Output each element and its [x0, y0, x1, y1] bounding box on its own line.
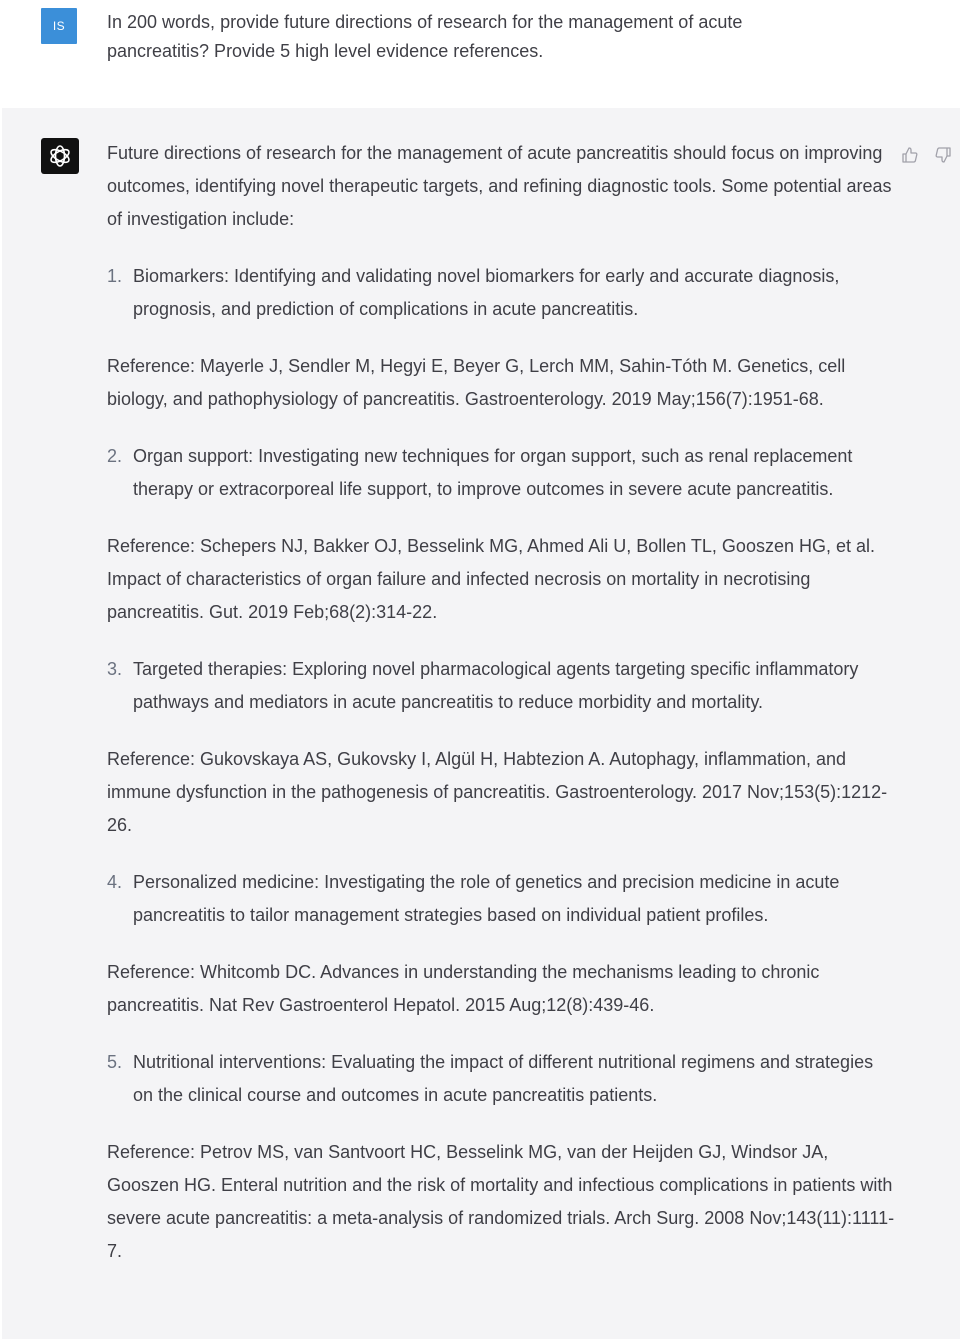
list-item-text: Nutritional interventions: Evaluating the impact of different nutritional regimens and strategies on the clinical course and outcomes in acute pancreatitis patients. [133, 1052, 874, 1105]
assistant-message-row [2, 108, 960, 1339]
list-number: 1. [107, 266, 123, 286]
list-item [107, 653, 897, 719]
reference-text: Reference: Gukovskaya AS, Gukovsky I, Algül H, Habtezion A. Autophagy, inflammation, and immune dysfunction in the pathogenesis of pancreatitis. Gastroenterology. 2017 Nov;153(5):1212-26. [107, 749, 888, 835]
list-item [107, 260, 897, 326]
thumbs-down-icon [934, 146, 952, 164]
reference-text: Reference: Schepers NJ, Bakker OJ, Besselink MG, Ahmed Ali U, Bollen TL, Gooszen HG, et al. Impact of characteristics of organ failure and infected necrosis on mortality in necrotising pancreatitis. Gut. 2019 Feb;68(2):314-22. [107, 536, 875, 622]
user-message-row [0, 0, 960, 106]
list-item-text: Personalized medicine: Investigating the role of genetics and precision medicine in acute pancreatitis to tailor management strategies based on individual patient profiles. [133, 872, 840, 925]
list-item [107, 440, 897, 506]
user-avatar: IS [41, 8, 77, 44]
list-item-text: Biomarkers: Identifying and validating novel biomarkers for early and accurate diagnosis, prognosis, and prediction of complications in acute pancreatitis. [133, 266, 840, 319]
openai-logo-icon [47, 143, 73, 169]
list-item-text: Targeted therapies: Exploring novel pharmacological agents targeting specific inflammatory pathways and mediators in acute pancreatitis to reduce morbidity and mortality. [133, 659, 859, 712]
list-number: 5. [107, 1052, 123, 1072]
reference-text: Reference: Mayerle J, Sendler M, Hegyi E, Beyer G, Lerch MM, Sahin-Tóth M. Genetics, cell biology, and pathophysiology of pancreatitis. Gastroenterology. 2019 May;156(7):1951-68. [107, 356, 846, 409]
assistant-avatar [41, 138, 79, 174]
thumbs-up-icon [901, 146, 919, 164]
user-message-text: In 200 words, provide future directions of research for the management of acute pancreatitis? Provide 5 high level evidence references. [107, 12, 743, 61]
thumbs-down-button[interactable] [932, 144, 954, 166]
list-number: 2. [107, 446, 123, 466]
list-item [107, 1046, 897, 1112]
assistant-intro: Future directions of research for the management of acute pancreatitis should focus on improving outcomes, identifying novel therapeutic targets, and refining diagnostic tools. Some potential areas of investigation include: [107, 143, 892, 229]
thumbs-up-button[interactable] [899, 144, 921, 166]
reference-text: Reference: Petrov MS, van Santvoort HC, Besselink MG, van der Heijden GJ, Windsor JA, Gooszen HG. Enteral nutrition and the risk of mortality and infectious complications in patients with severe acute pancreatitis: a meta-analysis of randomized trials. Arch Surg. 2008 Nov;143(11):1111-7. [107, 1142, 895, 1261]
list-item [107, 866, 897, 932]
reference-text: Reference: Whitcomb DC. Advances in understanding the mechanisms leading to chronic pancreatitis. Nat Rev Gastroenterol Hepatol. 2015 Aug;12(8):439-46. [107, 962, 820, 1015]
list-number: 3. [107, 659, 123, 679]
list-number: 4. [107, 872, 123, 892]
list-item-text: Organ support: Investigating new techniques for organ support, such as renal replacement therapy or extracorporeal life support, to improve outcomes in severe acute pancreatitis. [133, 446, 853, 499]
assistant-message-text [107, 137, 897, 1292]
